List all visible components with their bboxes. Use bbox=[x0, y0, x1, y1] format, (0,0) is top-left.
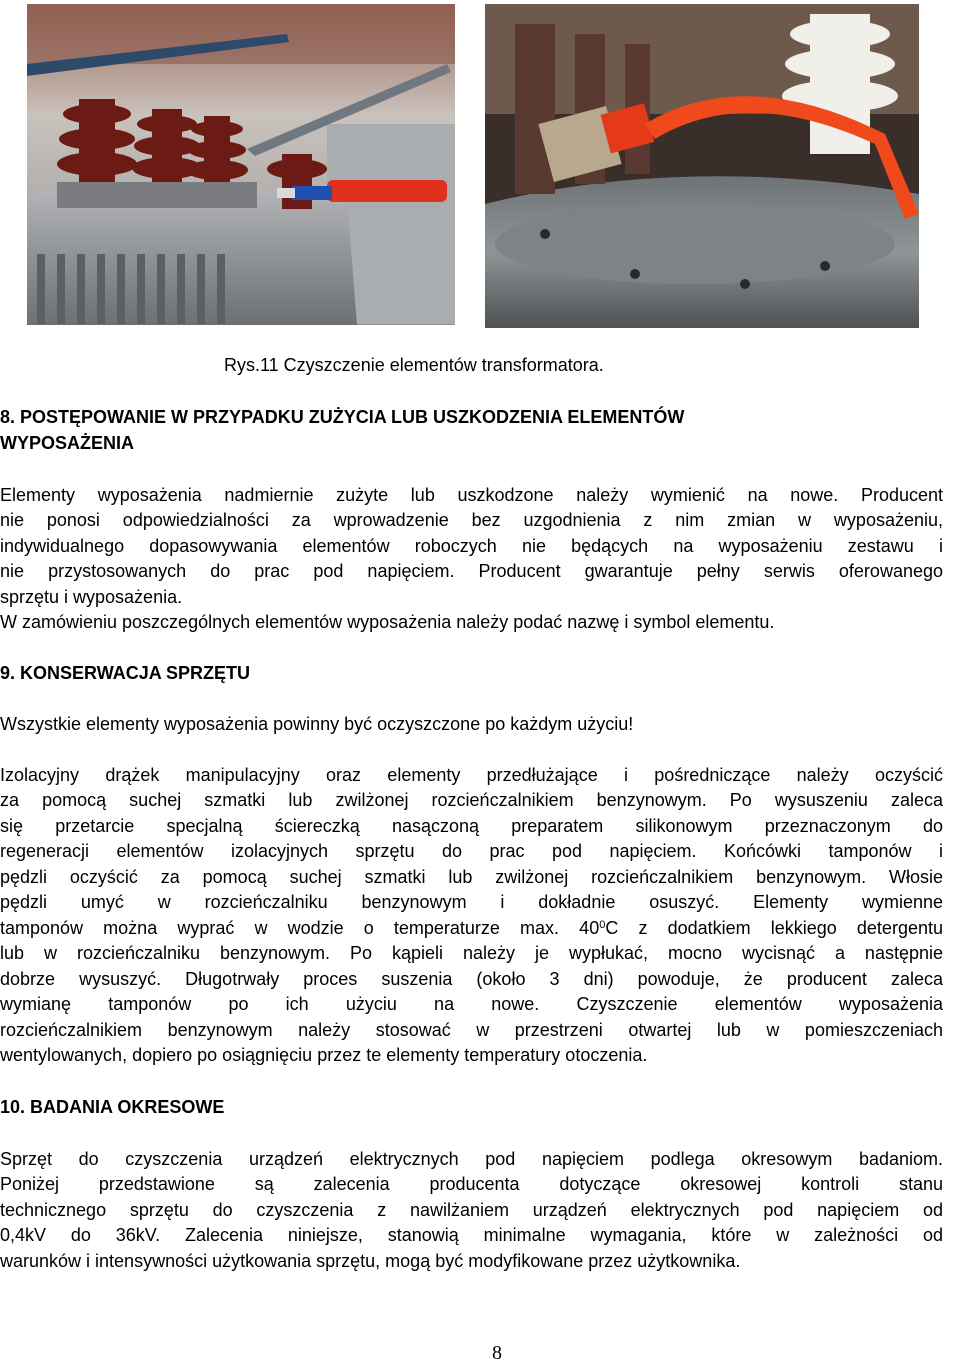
section9-p2-line: za pomocą suchej szmatki lub zwilżonej rozcieńczalnikiem benzynowym. Po wysuszeniu zaleca bbox=[0, 790, 943, 810]
section9-p2-line: regeneracji elementów izolacyjnych sprzętu do prac pod napięciem. Końcówki tamponów i bbox=[0, 841, 943, 861]
section10-p1-line: Poniżej przedstawione są zalecenia producenta dotyczące okresowej kontroli stanu bbox=[0, 1174, 943, 1194]
transformer-photo-left bbox=[27, 4, 455, 325]
temperature-text: tamponów można wyprać w wodzie o temperaturze max. 40 bbox=[0, 918, 600, 938]
section10-heading: 10. BADANIA OKRESOWE bbox=[0, 1097, 225, 1117]
section9-p2-line: wymianę tamponów po ich użyciu na nowe. Czyszczenie elementów wyposażenia bbox=[0, 994, 943, 1014]
section9-p2-line: rozcieńczalnikiem benzynowym należy stosować w przestrzeni otwartej lub w pomieszczeniach bbox=[0, 1020, 943, 1040]
section8-p1-line: Elementy wyposażenia nadmiernie zużyte lub uszkodzone należy wymienić na nowe. Producent bbox=[0, 485, 943, 505]
temperature-superscript: 0 bbox=[599, 919, 606, 931]
section9-heading: 9. KONSERWACJA SPRZĘTU bbox=[0, 663, 251, 683]
section9-p2-line: pędzli umyć w rozcieńczalniku benzynowym i dokładnie osuszyć. Elementy wymienne bbox=[0, 892, 943, 912]
section8-p1-line: nie ponosi odpowiedzialności za wprowadzenie bez uzgodnienia z nim zmian w wyposażeniu, bbox=[0, 510, 943, 530]
section9-p2-line-temperature bbox=[0, 917, 943, 939]
section9-p2-line: lub w rozcieńczalniku benzynowym. Po kąpieli należy je wypłukać, mocno wycisnąć a następnie bbox=[0, 943, 943, 963]
page-number: 8 bbox=[492, 1342, 502, 1364]
section10-p1-line: Sprzęt do czyszczenia urządzeń elektrycznych pod napięciem podlega okresowym badaniom. bbox=[0, 1149, 943, 1169]
section9-p2-line: dobrze wysuszyć. Długotrwały proces suszenia (około 3 dni) powoduje, że producent zaleca bbox=[0, 969, 943, 989]
section8-p1-line: nie przystosowanych do prac pod napięciem. Producent gwarantuje pełny serwis oferowanego bbox=[0, 561, 943, 581]
figure-caption: Rys.11 Czyszczenie elementów transformatora. bbox=[224, 355, 604, 375]
section10-p1-line: technicznego sprzętu do czyszczenia z nawilżaniem urządzeń elektrycznych pod napięciem od bbox=[0, 1200, 943, 1220]
temperature-text-rest: C z dodatkiem lekkiego detergentu bbox=[605, 918, 943, 938]
section8-heading-line2: WYPOSAŻENIA bbox=[0, 433, 135, 453]
section8-p1-line: indywidualnego dopasowywania elementów roboczych nie będących na wyposażeniu zestawu i bbox=[0, 536, 943, 556]
section9-p2-line: wentylowanych, dopiero po osiągnięciu przez te elementy temperatury otoczenia. bbox=[0, 1045, 648, 1065]
section10-p1-line: warunków i intensywności użytkowania sprzętu, mogą być modyfikowane przez użytkownika. bbox=[0, 1251, 741, 1271]
section9-p2-line: Izolacyjny drążek manipulacyjny oraz elementy przedłużające i pośredniczące należy oczyścić bbox=[0, 765, 943, 785]
section8-heading-line1: 8. POSTĘPOWANIE W PRZYPADKU ZUŻYCIA LUB USZKODZENIA ELEMENTÓW bbox=[0, 407, 685, 427]
section8-p1-line: sprzętu i wyposażenia. bbox=[0, 587, 183, 607]
section8-p2: W zamówieniu poszczególnych elementów wyposażenia należy podać nazwę i symbol elementu. bbox=[0, 612, 775, 632]
transformer-photo-right bbox=[485, 4, 919, 328]
section9-p2-line: się przetarcie specjalną ściereczką nasączoną preparatem silikonowym przeznaczonym do bbox=[0, 816, 943, 836]
section9-p2-line: pędzli oczyścić za pomocą suchej szmatki lub zwilżonej rozcieńczalnikiem benzynowym. Włosie bbox=[0, 867, 943, 887]
section9-p1: Wszystkie elementy wyposażenia powinny być oczyszczone po każdym użyciu! bbox=[0, 714, 634, 734]
section10-p1-line: 0,4kV do 36kV. Zalecenia niniejsze, stanowią minimalne wymagania, które w zależności od bbox=[0, 1225, 943, 1245]
